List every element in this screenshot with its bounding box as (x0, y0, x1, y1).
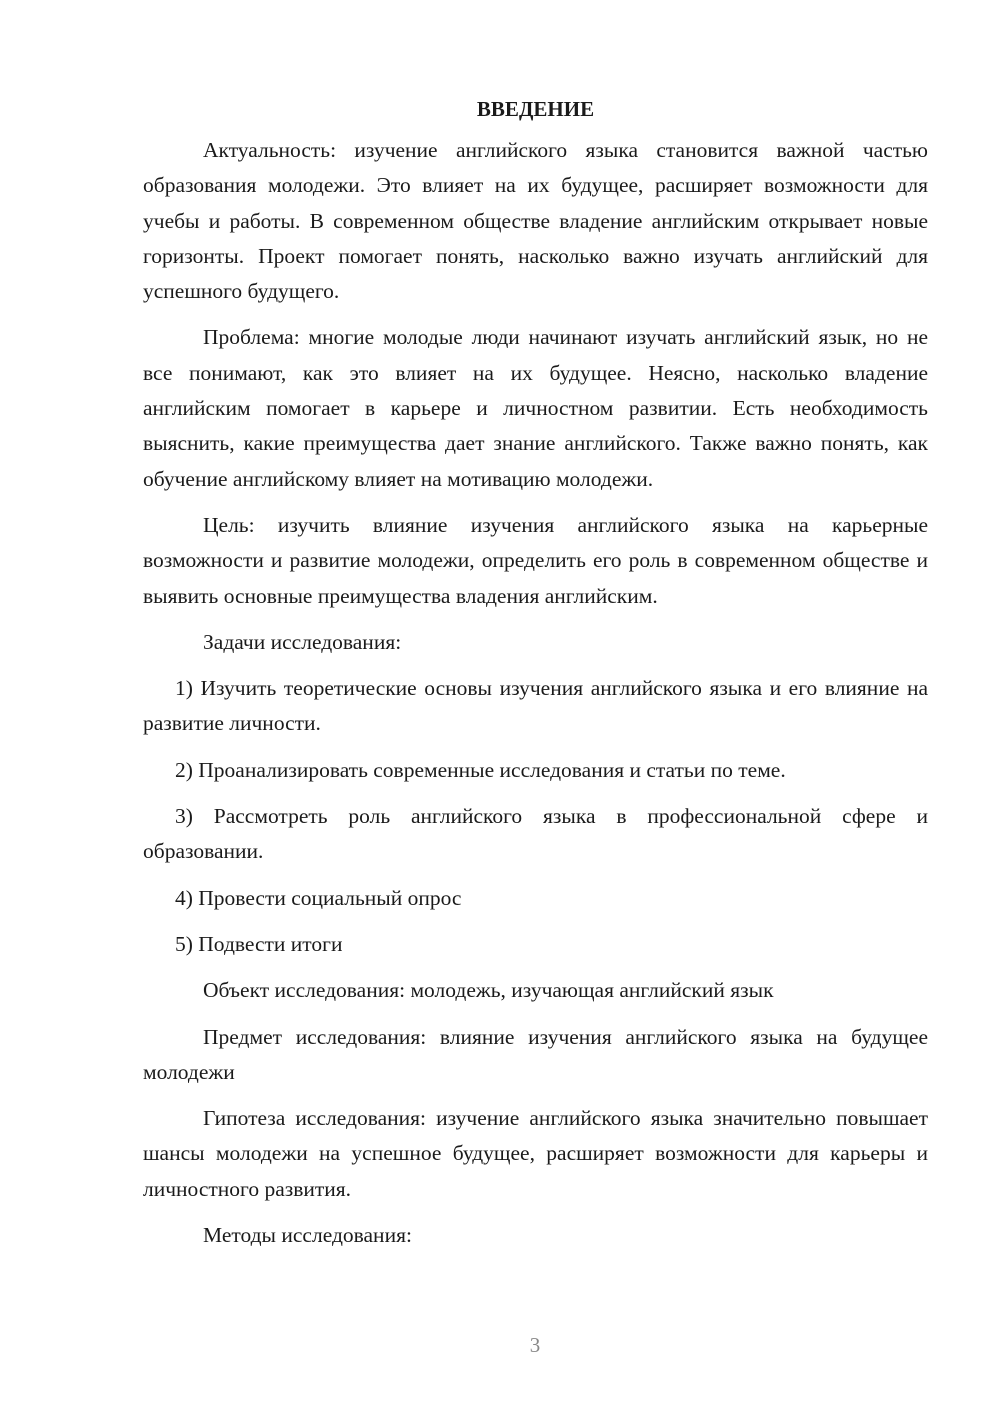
document-page (143, 92, 928, 1264)
paragraph-problem: Проблема: многие молодые люди начинают изучать английский язык, но не все понимают, как это влияет на их будущее. Неясно, насколько владение английским помогает в карьере и личностном развитии. Есть необходимость выяснить, какие преимущества дает знание английского. Также важно понять, как обучение английскому влияет на мотивацию молодежи. (143, 325, 928, 491)
task-item: 5) Подвести итоги (175, 931, 343, 956)
task-item: 4) Провести социальный опрос (175, 885, 462, 910)
paragraph-object: Объект исследования: молодежь, изучающая английский язык (203, 978, 774, 1003)
paragraph-subject: Предмет исследования: влияние изучения английского языка на будущее молодежи (143, 1024, 928, 1084)
paragraph-relevance: Актуальность: изучение английского языка становится важной частью образования молодежи. Это влияет на их будущее, расширяет возможности для учебы и работы. В современном обществе владение английским открывает новые горизонты. Проект помогает понять, насколько важно изучать английский для успешного будущего. (143, 138, 928, 304)
tasks-heading: Задачи исследования: (203, 629, 402, 654)
paragraph-hypothesis: Гипотеза исследования: изучение английского языка значительно повышает шансы молодежи на успешное будущее, расширяет возможности для карьеры и личностного развития. (143, 1106, 928, 1201)
paragraph-goal: Цель: изучить влияние изучения английского языка на карьерные возможности и развитие молодежи, определить его роль в современном обществе и выявить основные преимущества владения английским. (143, 512, 928, 608)
task-item: 3) Рассмотреть роль английского языка в профессиональной сфере и образовании. (143, 804, 928, 864)
paragraph-methods: Методы исследования: (203, 1223, 412, 1248)
task-item: 2) Проанализировать современные исследования и статьи по теме. (175, 757, 786, 782)
task-item: 1) Изучить теоретические основы изучения английского языка и его влияние на развитие личности. (143, 676, 928, 736)
page-number: 3 (529, 1333, 541, 1357)
section-title: ВВЕДЕНИЕ (476, 97, 595, 121)
